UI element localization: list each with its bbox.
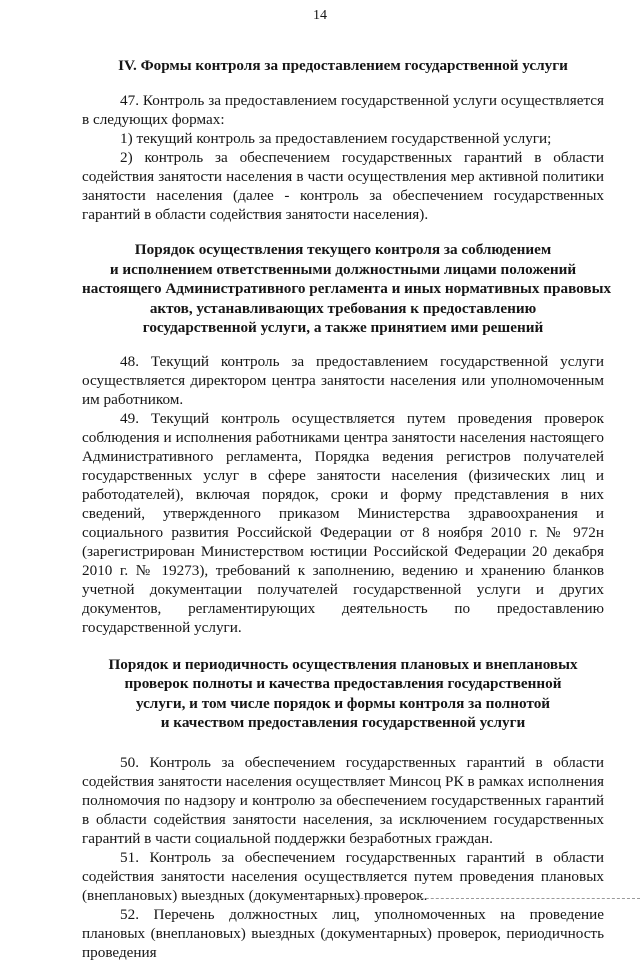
heading-line: и исполнением ответственными должностными лицами положений xyxy=(109,260,577,278)
paragraph-47-item-2: 2) контроль за обеспечением государственных гарантий в области содействия занятости населения в части осуществления мер активной политики занятости населения (далее - контроль за обеспечением государственных гарантий в области содействия занятости населения). xyxy=(82,149,604,223)
heading-line: услуги, и том числе порядок и формы контроля за полнотой xyxy=(135,694,551,712)
paragraph-48: 48. Текущий контроль за предоставлением государственной услуги осуществляется директором центра занятости населения или уполномоченным им работником. xyxy=(82,352,604,408)
paragraph-50: 50. Контроль за обеспечением государственных гарантий в области содействия занятости населения осуществляет Минсоц РК в рамках исполнения полномочия по надзору и контролю за обеспечением государственных гарантий в области содействия занятости населения, за исключением государственных гарантий в части социальной поддержки безработных граждан. xyxy=(82,753,604,847)
document-body xyxy=(82,56,612,962)
heading-line: государственной услуги, а также принятием ими решений xyxy=(142,319,544,336)
heading-line: актов, устанавливающих требования к предоставлению xyxy=(149,299,537,317)
paragraph-51: 51. Контроль за обеспечением государственных гарантий в области содействия занятости населения осуществляется путем проведения плановых (внеплановых) выездных (документарных) проверок. xyxy=(82,848,604,904)
heading-line: проверок полноты и качества предоставления государственной xyxy=(124,675,562,692)
paragraph-49: 49. Текущий контроль осуществляется путем проведения проверок соблюдения и исполнения работниками центра занятости населения настоящего Административного регламента, Порядка ведения регистров получателей государственных услуг в сфере занятости населения (физических лиц и работодателей), включая порядок, сроки и форму представления в них сведений, утвержденного приказом Министерства здравоохранения и социального развития Российской Федерации от 8 ноября 2010 г. № 972н (зарегистрирован Министерством юстиции Российской Федерации 20 декабря 2010 г. № 19273), требований к заполнению, ведению и хранению бланков учетной документации получателей государственной услуги и других документов, регламентирующих деятельность по предоставлению государственной услуги. xyxy=(82,409,604,636)
page-number: 14 xyxy=(313,8,327,23)
heading-line: Порядок и периодичность осуществления плановых и внеплановых xyxy=(108,655,578,673)
scan-edge-line xyxy=(300,898,640,899)
heading-line: и качеством предоставления государственной услуги xyxy=(160,714,526,731)
subsection-heading-current-control xyxy=(82,240,612,338)
heading-line: Порядок осуществления текущего контроля за соблюдением xyxy=(134,241,552,258)
heading-line: настоящего Административного регламента и иных нормативных правовых xyxy=(82,280,612,297)
subsection-heading-inspections xyxy=(82,655,604,733)
section-heading: IV. Формы контроля за предоставлением государственной услуги xyxy=(118,57,568,74)
paragraph-52: 52. Перечень должностных лиц, уполномоченных на проведение плановых (внеплановых) выездных (документарных) проверок, периодичность проведения xyxy=(82,905,604,961)
paragraph-47: 47. Контроль за предоставлением государственной услуги осуществляется в следующих формах: xyxy=(82,92,604,128)
paragraph-47-item-1: 1) текущий контроль за предоставлением государственной услуги; xyxy=(120,130,552,147)
